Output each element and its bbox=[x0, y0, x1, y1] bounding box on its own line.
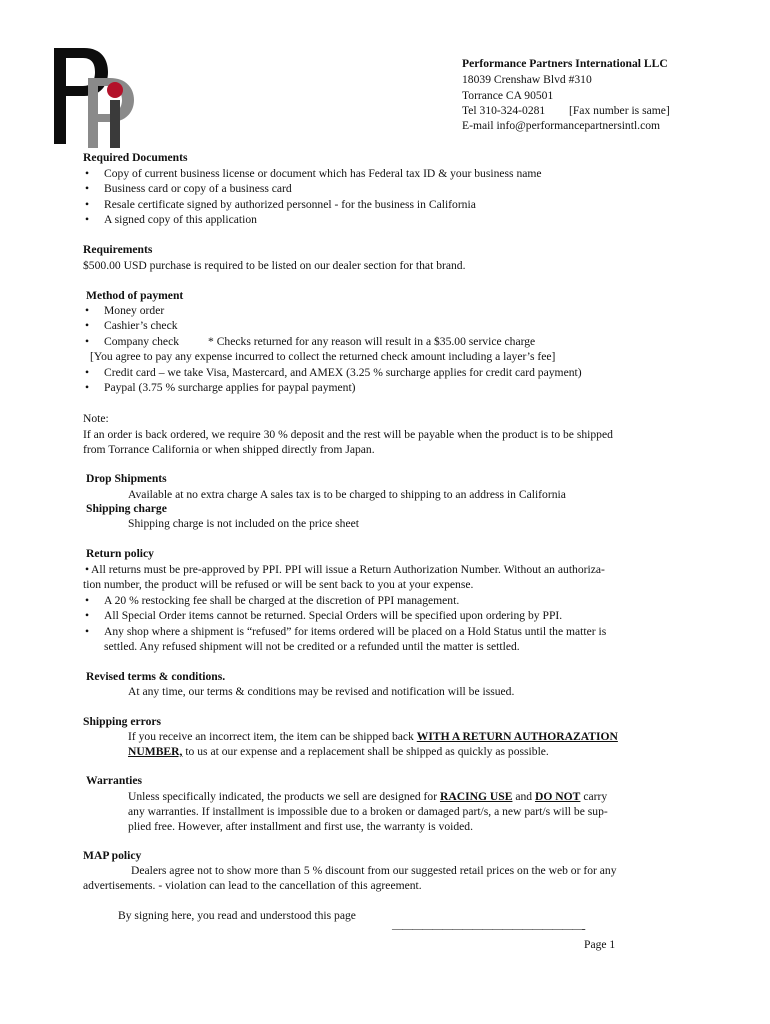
company-name: Performance Partners International LLC bbox=[462, 57, 668, 70]
note-heading: Note: bbox=[83, 412, 109, 425]
number-emphasis: NUMBER, bbox=[128, 745, 183, 758]
return-policy-item1-cont: tion number, the product will be refused or will be sent back to you at your expense. bbox=[83, 578, 474, 591]
shipping-errors-text-2: to us at our expense and a replacement shall be shipped as quickly as possible. bbox=[182, 745, 549, 758]
signature-text: By signing here, you read and understood this page bbox=[118, 909, 356, 922]
list-item: • Paypal (3.75 % surcharge applies for paypal payment) bbox=[83, 380, 582, 395]
list-item: • A signed copy of this application bbox=[83, 212, 542, 227]
shipping-errors-line2 bbox=[128, 744, 549, 759]
list-item: • Business card or copy of a business card bbox=[83, 181, 542, 196]
racing-use-emphasis: RACING USE bbox=[439, 790, 513, 803]
list-item: • Credit card – we take Visa, Mastercard, and AMEX (3.25 % surcharge applies for credit card payment) bbox=[83, 365, 582, 380]
drop-shipments-text: Available at no extra charge A sales tax is to be charged to shipping to an address in California bbox=[128, 488, 566, 501]
map-policy-heading: MAP policy bbox=[83, 849, 142, 862]
page-number: Page 1 bbox=[584, 938, 616, 951]
list-item: • All returns must be pre-approved by PPI. PPI will issue a Return Authorization Number. Without an authoriza- bbox=[83, 562, 605, 577]
company-address-line2: Torrance CA 90501 bbox=[462, 89, 554, 102]
list-item: • Cashier’s check bbox=[83, 318, 179, 333]
shipping-errors-text: If you receive an incorrect item, the item can be shipped back bbox=[128, 730, 417, 743]
shipping-charge-text: Shipping charge is not included on the price sheet bbox=[128, 517, 359, 530]
return-policy-item4-cont: settled. Any refused shipment will not be credited or a refunded until the matter is settled. bbox=[104, 640, 520, 653]
company-tel: Tel 310-324-0281 bbox=[462, 104, 546, 117]
return-authorization-emphasis: WITH A RETURN AUTHORAZATION bbox=[416, 730, 618, 743]
list-item: • A 20 % restocking fee shall be charged at the discretion of PPI management. bbox=[83, 593, 606, 608]
note-line2: from Torrance California or when shipped directly from Japan. bbox=[83, 443, 375, 456]
shipping-errors-heading: Shipping errors bbox=[83, 715, 162, 728]
warranties-and: and bbox=[512, 790, 535, 803]
warranties-carry: carry bbox=[580, 790, 608, 803]
company-fax: [Fax number is same] bbox=[569, 104, 670, 117]
note-line1: If an order is back ordered, we require 30 % deposit and the rest will be payable when the product is to be shipped bbox=[83, 428, 613, 441]
warranties-heading: Warranties bbox=[86, 774, 143, 787]
map-policy-line1: Dealers agree not to show more than 5 % discount from our suggested retail prices on the web or for any bbox=[131, 864, 617, 877]
company-email: E-mail info@performancepartnersintl.com bbox=[462, 119, 661, 132]
return-policy-list-1 bbox=[83, 562, 605, 577]
list-item: • All Special Order items cannot be returned. Special Orders will be specified upon ordering by PPI. bbox=[83, 608, 606, 623]
drop-shipments-heading: Drop Shipments bbox=[86, 472, 167, 485]
shipping-charge-heading: Shipping charge bbox=[86, 502, 167, 515]
list-item: • Resale certificate signed by authorized personnel - for the business in California bbox=[83, 197, 542, 212]
return-policy-list-2 bbox=[83, 593, 606, 639]
return-policy-heading: Return policy bbox=[86, 547, 154, 560]
signature-line[interactable]: ———————————————————- bbox=[392, 923, 585, 935]
required-documents-list bbox=[83, 166, 542, 228]
list-item: • Money order bbox=[83, 303, 179, 318]
warranties-line1 bbox=[128, 789, 607, 804]
list-item bbox=[83, 334, 536, 349]
warranties-line3: plied free. However, after installment and first use, the warranty is voided. bbox=[128, 820, 473, 833]
company-address-line1: 18039 Crenshaw Blvd #310 bbox=[462, 73, 592, 86]
warranties-text: Unless specifically indicated, the products we sell are designed for bbox=[128, 790, 440, 803]
revised-terms-heading: Revised terms & conditions. bbox=[86, 670, 226, 683]
warranties-line2: any warranties. If installment is impossible due to a broken or damaged part/s, a new part/s will be sup- bbox=[128, 805, 608, 818]
company-logo bbox=[50, 44, 146, 156]
required-documents-heading: Required Documents bbox=[83, 151, 188, 164]
list-item: • Any shop where a shipment is “refused” for items ordered will be placed on a Hold Status until the matter is bbox=[83, 624, 606, 639]
shipping-errors-line1 bbox=[128, 729, 618, 744]
revised-terms-text: At any time, our terms & conditions may be revised and notification will be issued. bbox=[128, 685, 515, 698]
requirements-text: $500.00 USD purchase is required to be listed on our dealer section for that brand. bbox=[83, 259, 466, 272]
company-check-note: * Checks returned for any reason will result in a $35.00 service charge bbox=[208, 334, 536, 348]
requirements-heading: Requirements bbox=[83, 243, 153, 256]
do-not-emphasis: DO NOT bbox=[535, 790, 581, 803]
ppi-logo-icon bbox=[50, 44, 146, 152]
company-check-label: Company check bbox=[104, 334, 180, 348]
payment-heading: Method of payment bbox=[86, 289, 184, 302]
map-policy-line2: advertisements. - violation can lead to the cancellation of this agreement. bbox=[83, 879, 422, 892]
payment-list-cont bbox=[83, 365, 582, 396]
list-item: • Copy of current business license or document which has Federal tax ID & your business name bbox=[83, 166, 542, 181]
payment-list bbox=[83, 303, 536, 349]
payment-agree-line: [You agree to pay any expense incurred to collect the returned check amount including a layer’s fee] bbox=[90, 350, 556, 363]
